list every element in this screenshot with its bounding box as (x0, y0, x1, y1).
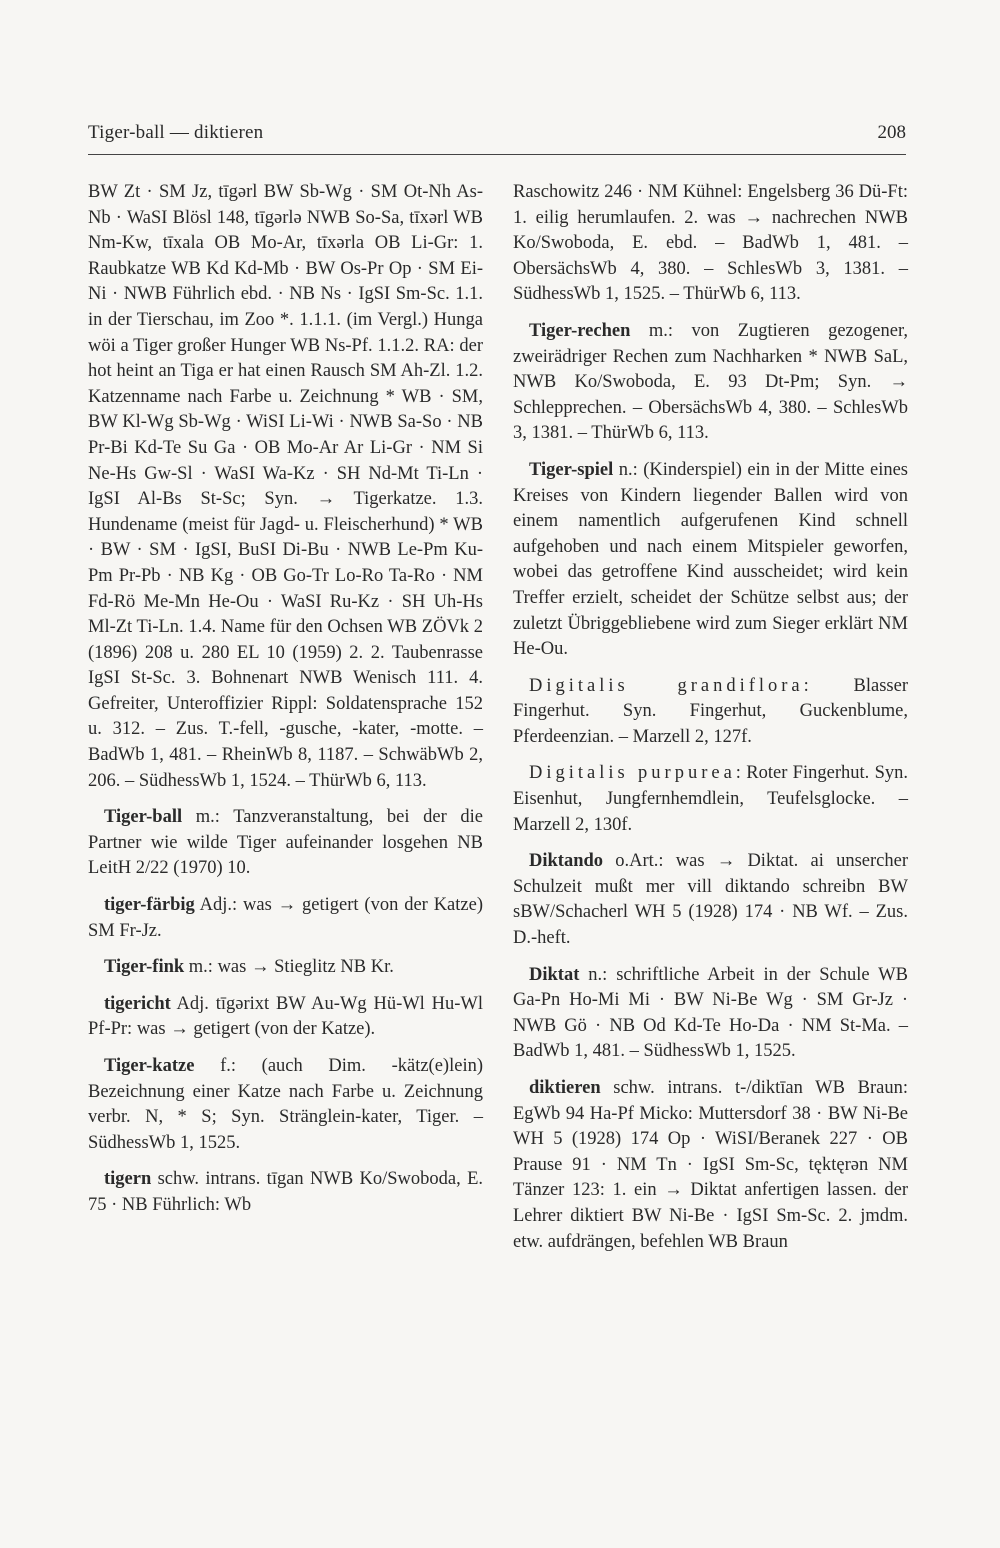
lemma: Tiger-fink (104, 957, 185, 978)
entry-diktieren: diktieren schw. intrans. t-/diktīan WB Braun: EgWb 94 Ha-Pf Micko: Muttersdorf 38 · BW Ni-Be WH 5 (1928) 174 Op · WiSI/Beranek 227 · OB Prause 91 · NM Tn · IgSI Sm-Sc, tęktęrən NM Tänzer 123: 1. ein → Diktat anfertigen lassen. der Lehrer diktiert BW Ni-Be · IgSI Sm-Sc. 2. jmdm. etw. aufdrängen, befehlen WB Braun (513, 1078, 908, 1252)
running-header (88, 120, 906, 155)
lemma: Tiger-katze (104, 1056, 195, 1076)
entry-tiger-rechen: Tiger-rechen m.: von Zugtieren gezogener, zweirädriger Rechen zum Nachharken * NWB SaL, NWB Ko/Swoboda, E. 93 Dt-Pm; Syn. → Schlepprechen. – ObersächsWb 4, 380. – SchlesWb 3, 1381. – ThürWb 6, 113. (513, 320, 908, 444)
entry-tiger-spiel: Tiger-spiel n.: (Kinderspiel) ein in der Mitte eines Kreises von Kindern liegender Ballen wird von einem namentlich aufgerufenen Kind schnell aufgehoben und nach einem Mitspieler geworfen, wobei das getroffene Kind ausscheidet; wird kein Treffer erzielt, scheidet der Schütze selbst aus; der zuletzt Übriggebliebene wird zum Sieger erklärt NM He-Ou. (513, 459, 908, 660)
lemma: tigern (104, 1169, 152, 1190)
entry-tiger-faerbig: tiger-färbig Adj.: was → getigert (von der Katze) SM Fr-Jz. (88, 895, 483, 941)
entry-tiger-katze: Tiger-katze f.: (auch Dim. -kätz(e)lein) Bezeichnung einer Katze nach Farbe u. Zeichnung verbr. N, * S; Syn. Stränglein-kater, Tiger. – SüdhessWb 1, 1525. (88, 1056, 483, 1153)
lemma: tiger-färbig (104, 895, 195, 916)
entry-continuation: BW Zt · SM Jz, tīgərl BW Sb-Wg · SM Ot-Nh As-Nb · WaSI Blösl 148, tīgərlə NWB So-Sa, tīxərl WB Nm-Kw, tīxala OB Mo-Ar, tīxərla OB Li-Gr: 1. Raubkatze WB Kd Kd-Mb · BW Os-Pr Op · SM Ei-Ni · NWB Führlich ebd. · NB Ns · IgSI Sm-Sc. 1.1. in der Tierschau, im Zoo *. 1.1.1. (im Vergl.) Hunga wöi a Tiger großer Hunger WB Ns-Pf. 1.1.2. RA: der hot heint an Tiga er hat einen Rausch SM Ah-Zl. 1.2. Katzenname nach Farbe u. Zeichnung * WB · SM, BW Kl-Wg Sb-Wg · WiSI Li-Wi · NWB Sa-So · NB Pr-Bi Kd-Te Su Ga · OB Mo-Ar Ar Li-Gr · NM Si Ne-Hs Gw-Sl · WaSI Wa-Kz · SH Nd-Mt Ti-Ln · IgSI Al-Bs St-Sc; Syn. → Tigerkatze. 1.3. Hundename (meist für Jagd- u. Fleischerhund) * WB · BW · SM · IgSI, BuSI Di-Bu · NWB Le-Pm Ku-Pm Pr-Pb · NB Kg · OB Go-Tr Lo-Ro Ta-Ro · NM Fd-Rö Me-Mn He-Ou · WaSI Ru-Kz · SH Uh-Hs Ml-Zt Ti-Ln. 1.4. Name für den Ochsen WB ZÖVk 2 (1896) 208 u. 280 EL 10 (1959) 2. 2. Taubenrasse IgSI St-Sc. 3. Bohnenart NWB Wenisch 111. 4. Gefreiter, Unteroffizier Rippl: Soldatensprache 152 u. 312. – Zus. T.-fell, -gusche, -kater, -motte. – BadWb 1, 481. – RheinWb 8, 1187. – SchwäbWb 2, 206. – SüdhessWb 1, 1524. – ThürWb 6, 113. (88, 182, 483, 791)
left-column (88, 180, 483, 1230)
entry-diktat: Diktat n.: schriftliche Arbeit in der Schule WB Ga-Pn Ho-Mi Mi · BW Ni-Be Wg · SM Gr-Jz · NWB Gö · NB Od Kd-Te Ho-Da · NM St-Ma. – BadWb 1, 481. – SüdhessWb 1, 1525. (513, 964, 908, 1062)
running-title: Tiger-ball — diktieren (88, 122, 264, 143)
entry-tiger-ball: Tiger-ball m.: Tanzveranstaltung, bei der die Partner wie wilde Tiger aufeinander losgehen NB LeitH 2/22 (1970) 10. (88, 807, 483, 879)
plant-name: Digitalis purpurea (529, 763, 736, 784)
entry-tigericht: tigericht Adj. tīgərixt BW Au-Wg Hü-Wl Hu-Wl Pf-Pr: was → getigert (von der Katze). (88, 993, 483, 1040)
lemma: diktieren (529, 1078, 601, 1098)
entry-tiger-fink: Tiger-fink m.: was → Stieglitz NB Kr. (104, 957, 394, 978)
lemma: Diktando (529, 851, 604, 872)
plant-name: Digitalis grandiflora (529, 675, 804, 696)
lemma: Tiger-rechen (529, 320, 631, 341)
page-number: 208 (877, 122, 906, 143)
lemma: tigericht (104, 993, 171, 1014)
entry-digitalis-purpurea: Digitalis purpurea: Roter Fingerhut. Syn. Eisenhut, Jungfernhemdlein, Teufelsglocke. – Marzell 2, 130f. (513, 763, 908, 835)
entry-continuation: Raschowitz 246 · NM Kühnel: Engelsberg 36 Dü-Ft: 1. eilig herumlaufen. 2. was → nachrechen NWB Ko/Swoboda, E. ebd. – BadWb 1, 481. – ObersächsWb 4, 380. – SchlesWb 3, 1381. – SüdhessWb 1, 1525. – ThürWb 6, 113. (513, 182, 908, 305)
entry-diktando: Diktando o.Art.: was → Diktat. ai unsercher Schulzeit mußt mer vill diktando schreibn BW sBW/Schacherl WH 5 (1928) 174 · NB Wf. – Zus. D.-heft. (513, 851, 908, 949)
entry-digitalis-grandiflora: Digitalis grandiflora: Blasser Fingerhut. Syn. Fingerhut, Guckenblume, Pferdeenzian. – Marzell 2, 127f. (513, 675, 908, 747)
right-column (513, 180, 908, 1266)
lemma: Tiger-ball (104, 807, 183, 828)
lemma: Tiger-spiel (529, 459, 614, 480)
lemma: Diktat (529, 964, 580, 985)
entry-tigern: tigern schw. intrans. tīgan NWB Ko/Swoboda, E. 75 · NB Führlich: Wb (88, 1169, 483, 1215)
